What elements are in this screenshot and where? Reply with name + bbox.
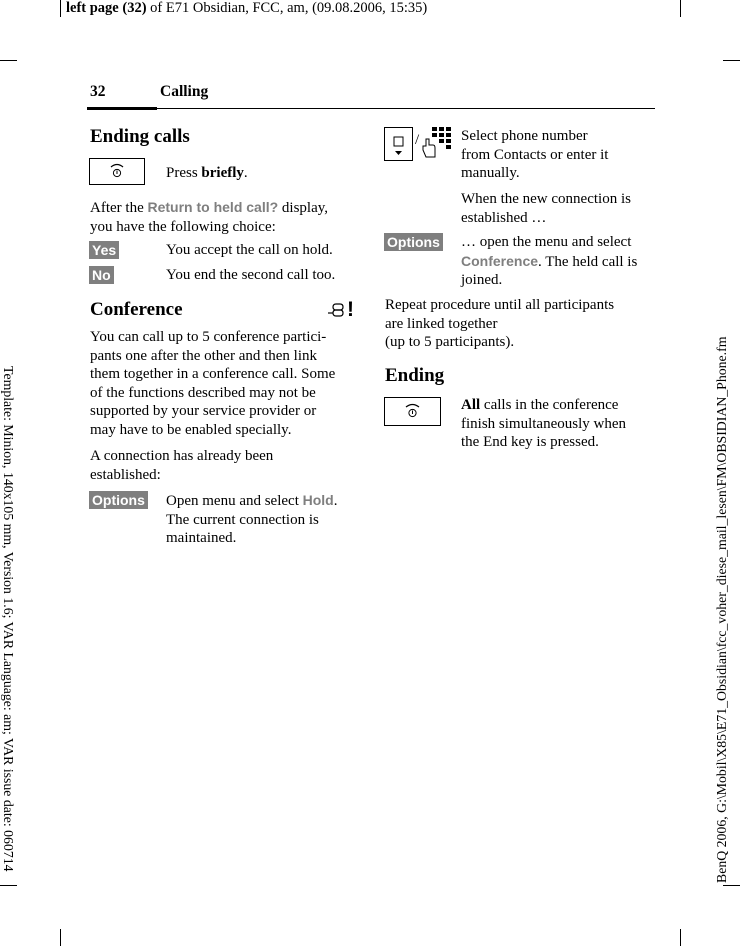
return-to-held-call-display: Return to held call? bbox=[147, 199, 279, 215]
no-softkey: No bbox=[89, 266, 114, 284]
header-rule-accent bbox=[87, 107, 157, 110]
network-service-icon bbox=[327, 300, 357, 322]
ending-heading: Ending bbox=[385, 365, 445, 386]
crop-mark bbox=[60, 0, 61, 17]
section-title: Calling bbox=[160, 83, 209, 100]
keypad-icon bbox=[422, 126, 456, 160]
connection-established-text: A connection has already been established: bbox=[90, 448, 274, 483]
end-key-icon-conference bbox=[384, 397, 441, 426]
crop-mark bbox=[0, 885, 17, 886]
header-rule bbox=[87, 108, 655, 109]
end-key-icon bbox=[89, 158, 145, 185]
page-number: 32 bbox=[90, 83, 106, 100]
open-menu-hold-text: Open menu and select Hold. The current connection is maintained. bbox=[166, 492, 338, 546]
print-slug-right: BenQ 2006, G:\Mobil\X85\E71_Obsidian\fcc_voher_diese_mail_lesen\FM\OBSIDIAN_Phone.fm bbox=[714, 336, 729, 883]
yes-softkey: Yes bbox=[89, 241, 119, 259]
no-choice-text: You end the second call too. bbox=[166, 267, 336, 283]
conference-heading: Conference bbox=[90, 299, 183, 320]
navigation-key-icon bbox=[384, 127, 413, 161]
crop-mark bbox=[723, 885, 740, 886]
repeat-procedure-text: Repeat procedure until all participants are linked together (up to 5 participants). bbox=[385, 297, 615, 350]
crop-mark bbox=[0, 60, 17, 61]
network-service-icon-mark: ! bbox=[347, 298, 354, 321]
hold-menu-item: Hold bbox=[302, 492, 334, 508]
print-slug-page: left page (32) bbox=[66, 0, 147, 16]
conference-menu-item: Conference bbox=[461, 252, 539, 269]
crop-mark bbox=[723, 60, 740, 61]
print-slug-left: Template: Minion, 140x105 mm, Version 1.6; VAR Language: am; VAR issue date: 060714 bbox=[1, 366, 16, 872]
yes-choice-text: You accept the call on hold. bbox=[166, 242, 333, 258]
ending-calls-heading: Ending calls bbox=[90, 126, 190, 147]
open-menu-conference-text: … open the menu and select Conference. The held call is joined. bbox=[461, 234, 638, 288]
options-softkey: Options bbox=[89, 491, 148, 509]
after-return-text: After the Return to held call? display, you have the following choice: bbox=[90, 199, 329, 235]
crop-mark bbox=[680, 929, 681, 946]
select-phone-number-text: Select phone number from Contacts or enter it manually. bbox=[461, 128, 609, 181]
crop-mark bbox=[60, 929, 61, 946]
print-slug-top bbox=[66, 0, 427, 17]
conference-description: You can call up to 5 conference partici- pants one after the other and then link them together in a conference call. Some of the functions described may not be supported by your service provider or may have to be enabled specially. bbox=[90, 329, 336, 438]
crop-mark bbox=[680, 0, 681, 17]
press-briefly-text: Press briefly. bbox=[166, 165, 248, 181]
options-softkey-conference: Options bbox=[384, 233, 443, 251]
slash-separator: / bbox=[415, 132, 420, 148]
new-connection-text: When the new connection is established … bbox=[461, 191, 631, 226]
print-slug-info: of E71 Obsidian, FCC, am, (09.08.2006, 15:35) bbox=[146, 0, 428, 16]
ending-description: All calls in the conference finish simultaneously when the End key is pressed. bbox=[461, 397, 626, 450]
